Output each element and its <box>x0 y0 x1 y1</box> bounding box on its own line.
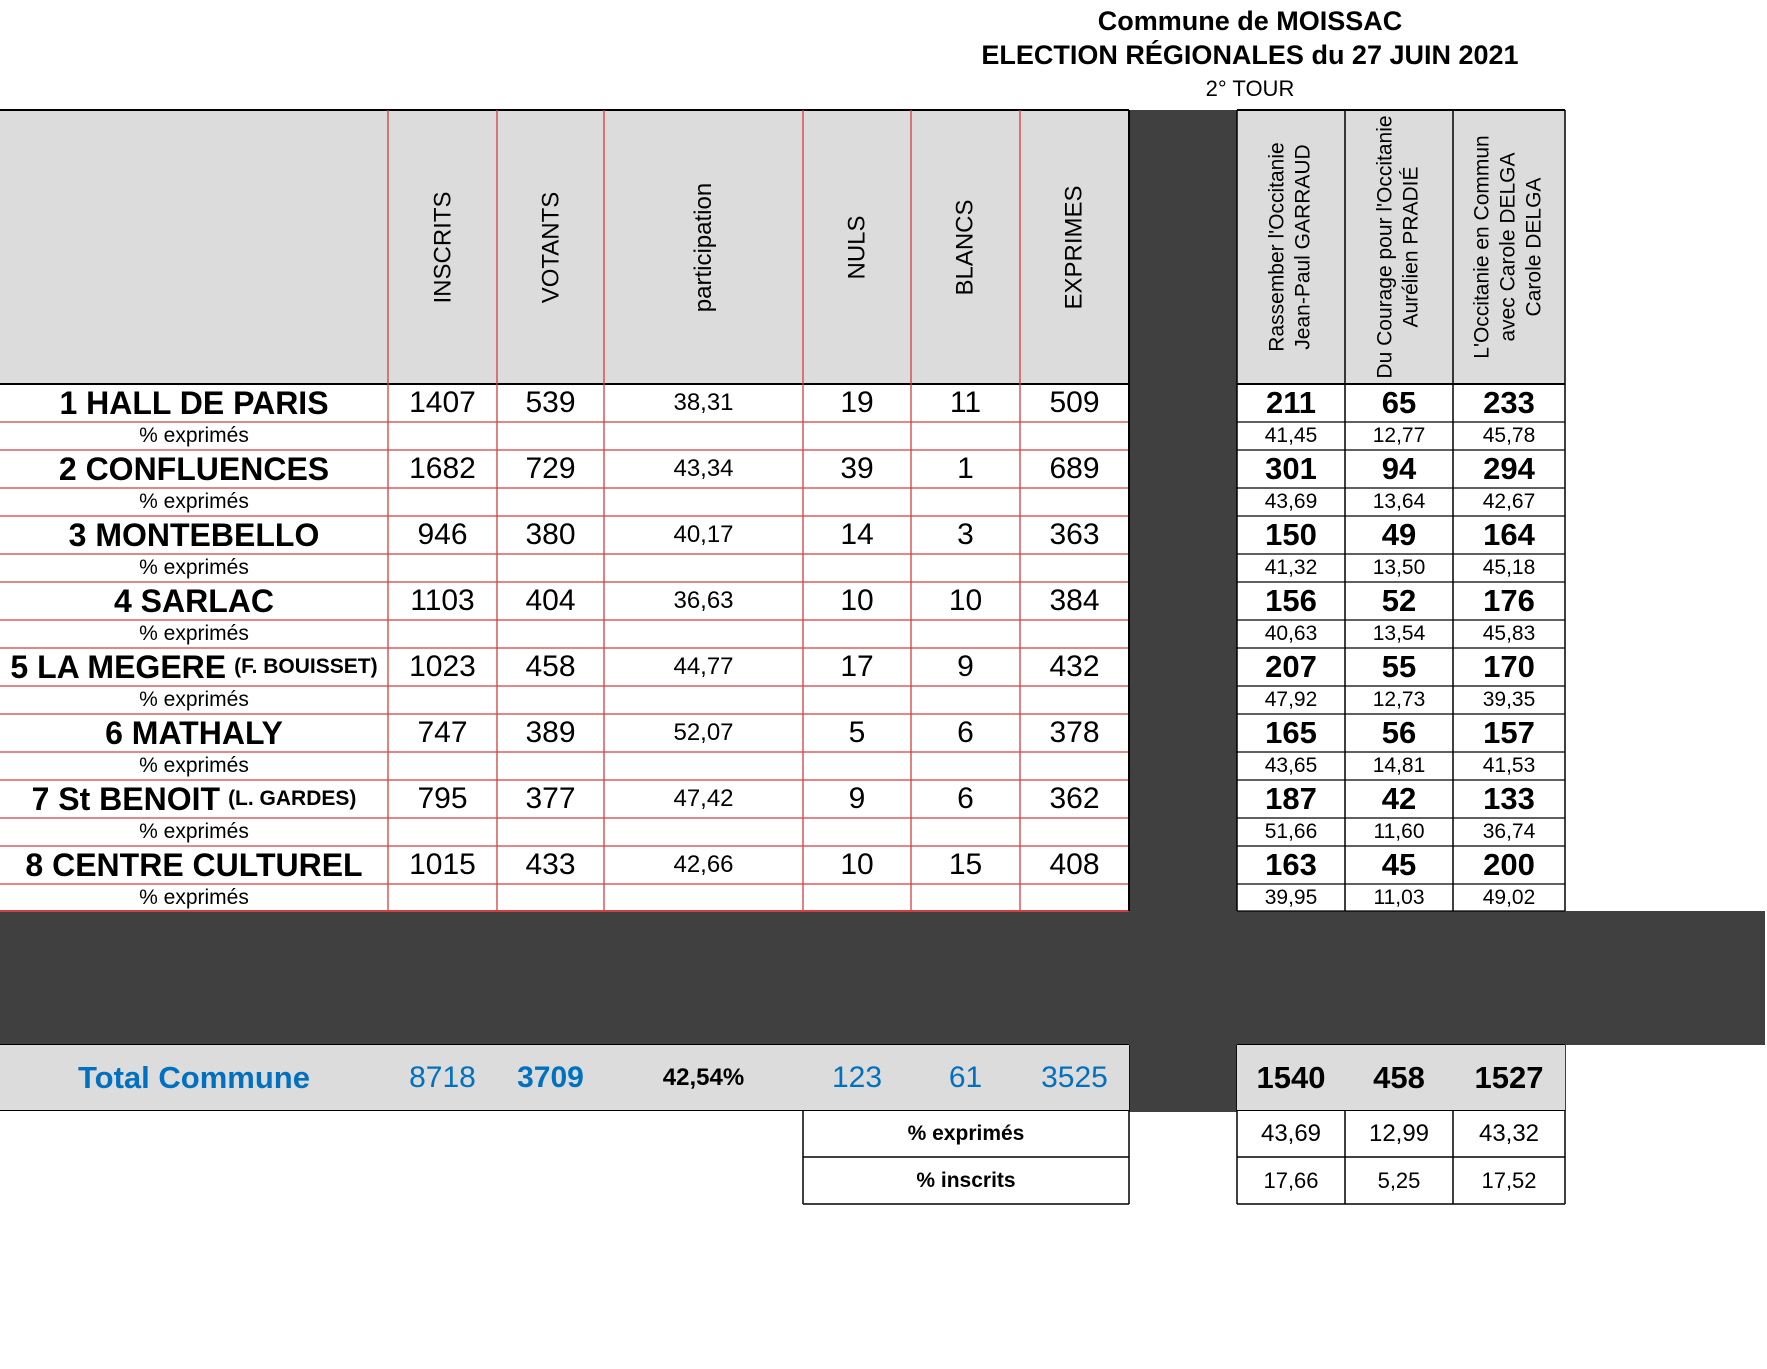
bureau-name: 3 MONTEBELLO <box>68 516 320 553</box>
bureau-votants: 729 <box>525 452 576 485</box>
bureau-votants: 404 <box>525 584 576 617</box>
bureau-pct-candidate-2: 12,77 <box>1372 424 1426 447</box>
total-pct-exprimes-candidate-2: 12,99 <box>1368 1119 1430 1147</box>
bureau-votes-candidate-1: 301 <box>1265 451 1317 486</box>
header-blancs: BLANCS <box>951 198 979 296</box>
total-blancs: 61 <box>948 1060 983 1094</box>
bureau-exprimes: 363 <box>1049 518 1100 551</box>
bureau-pct-candidate-1: 41,32 <box>1264 556 1318 579</box>
bureau-votes-candidate-3: 164 <box>1483 517 1535 552</box>
total-pct-inscrits-label: % inscrits <box>916 1168 1016 1192</box>
bureau-exprimes: 362 <box>1049 782 1100 815</box>
bureau-pct-candidate-2: 11,60 <box>1373 820 1425 843</box>
bureau-nuls: 17 <box>840 650 874 683</box>
bureau-exprimes: 378 <box>1049 716 1100 749</box>
bureau-pct-candidate-2: 13,64 <box>1372 490 1426 513</box>
bureau-votes-candidate-2: 42 <box>1381 781 1417 816</box>
bureau-pct-candidate-3: 41,53 <box>1482 754 1536 777</box>
total-pct-exprimes-candidate-3: 43,32 <box>1478 1119 1540 1147</box>
total-inscrits: 8718 <box>409 1060 476 1094</box>
bureau-name: 6 MATHALY <box>105 714 283 751</box>
bureau-votes-candidate-3: 157 <box>1483 715 1535 750</box>
bureau-suffix: (F. BOUISSET) <box>234 655 378 678</box>
bureau-votes-candidate-3: 200 <box>1483 847 1535 882</box>
bureau-pct-candidate-1: 40,63 <box>1264 622 1318 645</box>
total-votes-candidate-2: 458 <box>1373 1059 1425 1095</box>
total-pct-inscrits-candidate-1: 17,66 <box>1263 1167 1319 1193</box>
bureau-pct-candidate-1: 39,95 <box>1264 885 1318 909</box>
bureau-votes-candidate-2: 56 <box>1381 715 1417 750</box>
candidate-2-line1: Du Courage pour l'Occitanie <box>1374 115 1397 379</box>
bureau-blancs: 9 <box>957 650 974 683</box>
bureau-exprimes: 408 <box>1049 848 1100 881</box>
bureau-pct-candidate-2: 11,03 <box>1373 885 1425 909</box>
bureau-pct-candidate-3: 39,35 <box>1482 688 1536 711</box>
bureau-participation: 36,63 <box>673 587 734 614</box>
bureau-pct-candidate-1: 43,65 <box>1264 754 1318 777</box>
bureau-name: 8 CENTRE CULTUREL <box>25 846 363 883</box>
bureau-inscrits: 795 <box>417 782 468 815</box>
bureau-votants: 433 <box>525 848 576 881</box>
candidate-1-line1: Rassember l'Occitanie <box>1266 142 1290 352</box>
bureau-inscrits: 1103 <box>410 584 475 617</box>
bureau-name: 2 CONFLUENCES <box>58 450 330 487</box>
bureau-name: 1 HALL DE PARIS <box>59 384 329 421</box>
bureau-inscrits: 1407 <box>409 386 476 419</box>
bureau-nuls: 9 <box>848 782 866 815</box>
bureau-inscrits: 1682 <box>409 452 476 485</box>
bureau-blancs: 10 <box>948 584 983 617</box>
total-exprimes: 3525 <box>1041 1060 1108 1094</box>
bureau-votes-candidate-2: 45 <box>1381 847 1417 882</box>
bureau-pct-candidate-1: 47,92 <box>1264 688 1318 711</box>
bureau-nuls: 39 <box>840 452 874 485</box>
bureau-participation: 52,07 <box>673 719 734 746</box>
pct-exprimes-label: % exprimés <box>139 622 249 645</box>
bureau-votes-candidate-3: 176 <box>1483 583 1535 618</box>
total-votes-candidate-1: 1540 <box>1256 1059 1326 1095</box>
bureau-participation: 47,42 <box>673 785 734 812</box>
bureau-inscrits: 747 <box>417 716 468 749</box>
header-participation: participation <box>689 182 717 312</box>
bureau-votes-candidate-3: 294 <box>1483 451 1535 486</box>
bureau-nuls: 10 <box>840 848 874 881</box>
bureau-inscrits: 1023 <box>409 650 476 683</box>
bureau-pct-candidate-1: 43,69 <box>1264 490 1318 513</box>
bureau-participation: 42,66 <box>673 851 734 878</box>
total-participation: 42,54% <box>662 1063 745 1091</box>
pct-exprimes-label: % exprimés <box>139 490 249 513</box>
bureau-name: 5 LA MEGERE <box>10 648 227 685</box>
bureau-votants: 458 <box>525 650 576 683</box>
total-nuls: 123 <box>831 1060 883 1094</box>
bureau-nuls: 10 <box>840 584 874 617</box>
candidate-1-line2: Jean-Paul GARRAUD <box>1292 144 1316 350</box>
bureau-votes-candidate-1: 165 <box>1265 715 1317 750</box>
bureau-name: 4 SARLAC <box>113 582 274 619</box>
header-nuls: NULS <box>843 214 871 280</box>
total-pct-exprimes-candidate-1: 43,69 <box>1260 1119 1322 1147</box>
header-inscrits: INSCRITS <box>429 190 457 304</box>
header-votants: VOTANTS <box>537 191 564 303</box>
bureau-pct-candidate-2: 12,73 <box>1372 688 1426 711</box>
bureau-votants: 539 <box>525 386 576 419</box>
bureau-participation: 43,34 <box>673 455 734 482</box>
bureau-blancs: 1 <box>957 452 974 485</box>
title-commune: Commune de MOISSAC <box>1097 6 1403 36</box>
bureau-pct-candidate-1: 51,66 <box>1264 820 1318 843</box>
total-label: Total Commune <box>78 1059 310 1095</box>
bureau-participation: 40,17 <box>673 521 734 548</box>
bureau-exprimes: 384 <box>1049 584 1100 617</box>
bureau-nuls: 14 <box>840 518 874 551</box>
bureau-nuls: 19 <box>840 386 874 419</box>
pct-exprimes-label: % exprimés <box>139 424 249 447</box>
total-pct-inscrits-candidate-2: 5,25 <box>1377 1167 1421 1193</box>
bureau-votes-candidate-2: 52 <box>1381 583 1417 618</box>
total-pct-inscrits-candidate-3: 17,52 <box>1481 1167 1537 1193</box>
bureau-votes-candidate-2: 94 <box>1381 451 1417 486</box>
bureau-votes-candidate-2: 55 <box>1381 649 1417 684</box>
bureau-votes-candidate-3: 233 <box>1483 385 1535 420</box>
bureau-pct-candidate-3: 45,18 <box>1482 556 1536 579</box>
bureau-exprimes: 432 <box>1049 650 1100 683</box>
pct-exprimes-label: % exprimés <box>139 885 249 909</box>
bureau-participation: 38,31 <box>673 389 734 416</box>
bureau-votes-candidate-3: 133 <box>1483 781 1535 816</box>
bureau-votes-candidate-1: 163 <box>1265 847 1317 882</box>
bureau-votes-candidate-1: 187 <box>1265 781 1317 816</box>
pct-exprimes-label: % exprimés <box>139 556 249 579</box>
title-election: ELECTION RÉGIONALES du 27 JUIN 2021 <box>981 40 1519 70</box>
bureau-name: 7 St BENOIT <box>31 780 221 817</box>
bureau-inscrits: 946 <box>417 518 468 551</box>
bureau-participation: 44,77 <box>673 653 734 680</box>
bureau-exprimes: 689 <box>1049 452 1100 485</box>
bureau-pct-candidate-1: 41,45 <box>1264 424 1318 447</box>
bureau-votes-candidate-1: 211 <box>1265 385 1316 420</box>
bureau-blancs: 15 <box>948 848 983 881</box>
bureau-pct-candidate-3: 45,78 <box>1482 424 1536 447</box>
bureau-pct-candidate-2: 13,54 <box>1372 622 1426 645</box>
total-pct-exprimes-label: % exprimés <box>907 1121 1025 1145</box>
header-exprimes: EXPRIMES <box>1061 184 1088 310</box>
pct-exprimes-label: % exprimés <box>139 754 249 777</box>
pct-exprimes-label: % exprimés <box>139 820 249 843</box>
bureau-votes-candidate-1: 150 <box>1265 517 1317 552</box>
bureau-blancs: 11 <box>949 386 982 419</box>
total-votes-candidate-3: 1527 <box>1474 1059 1544 1095</box>
bureau-nuls: 5 <box>848 716 866 749</box>
bureau-votants: 389 <box>525 716 576 749</box>
bureau-pct-candidate-3: 49,02 <box>1482 885 1536 909</box>
bureau-votes-candidate-3: 170 <box>1483 649 1535 684</box>
bureau-inscrits: 1015 <box>409 848 476 881</box>
bureau-suffix: (L. GARDES) <box>228 787 357 810</box>
pct-exprimes-label: % exprimés <box>139 688 249 711</box>
bureau-pct-candidate-2: 13,50 <box>1372 556 1426 579</box>
bureau-exprimes: 509 <box>1049 386 1100 419</box>
bureau-blancs: 6 <box>957 782 974 815</box>
bureau-votants: 380 <box>525 518 576 551</box>
bureau-votes-candidate-1: 156 <box>1265 583 1317 618</box>
bureau-pct-candidate-3: 45,83 <box>1482 622 1536 645</box>
bureau-pct-candidate-3: 36,74 <box>1482 820 1536 843</box>
candidate-3-line3: Carole DELGA <box>1523 177 1547 317</box>
total-votants: 3709 <box>517 1060 584 1094</box>
bureau-votes-candidate-2: 65 <box>1381 385 1417 420</box>
bureau-blancs: 6 <box>957 716 974 749</box>
bureau-blancs: 3 <box>957 518 974 551</box>
candidate-2-line2: Aurélien PRADIÉ <box>1400 166 1423 328</box>
candidate-3-line1: L'Occitanie en Commun <box>1471 135 1495 359</box>
bureau-votants: 377 <box>525 782 576 815</box>
bureau-pct-candidate-2: 14,81 <box>1372 754 1426 777</box>
bureau-pct-candidate-3: 42,67 <box>1482 490 1536 513</box>
bureau-votes-candidate-1: 207 <box>1265 649 1317 684</box>
title-round: 2° TOUR <box>1205 76 1295 101</box>
candidate-3-line2: avec Carole DELGA <box>1497 152 1521 342</box>
bureau-votes-candidate-2: 49 <box>1381 517 1417 552</box>
